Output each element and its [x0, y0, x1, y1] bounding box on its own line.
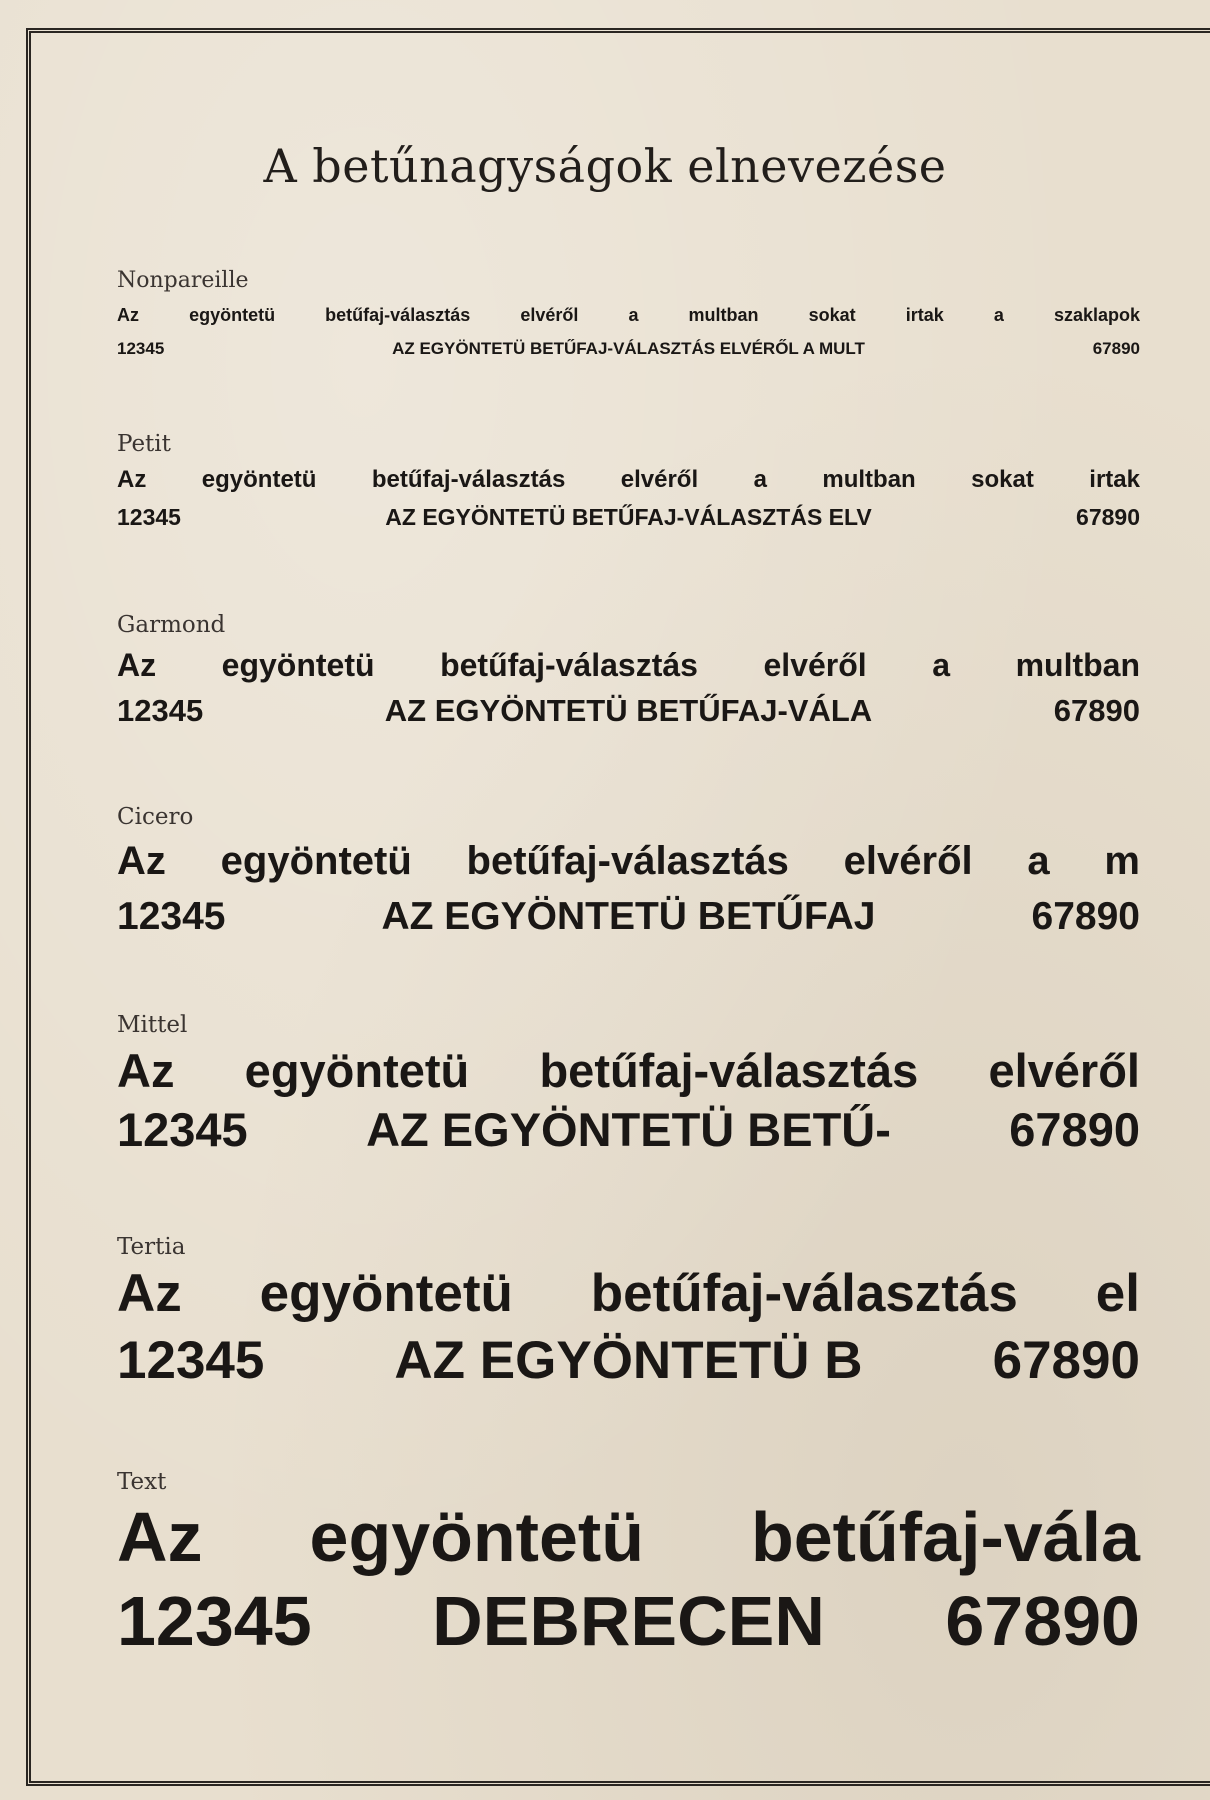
caps-sample: AZ EGYÖNTETÜ BETŰ-	[366, 1103, 891, 1156]
caps-sample: AZ EGYÖNTETÜ BETŰFAJ-VÁLA	[384, 693, 873, 728]
caps-line	[117, 340, 1140, 357]
numbers-right: 67890	[1076, 504, 1140, 530]
numbers-left: 12345	[117, 1331, 265, 1390]
size-label: Nonpareille	[117, 268, 249, 293]
caps-line	[117, 1103, 1140, 1156]
size-section-mittel	[117, 1012, 1140, 1156]
size-label: Garmond	[117, 612, 226, 638]
sample-line: Az egyöntetü betűfaj-választás elvéről a multban	[117, 647, 1140, 683]
caps-line	[117, 506, 1140, 529]
numbers-left: 12345	[117, 339, 165, 358]
size-section-petit	[117, 433, 1140, 529]
numbers-left: 12345	[117, 1582, 312, 1660]
caps-line	[117, 897, 1140, 936]
caps-line	[117, 1331, 1140, 1390]
sample-line: Az egyöntetü betűfaj-választás elvéről a m	[117, 839, 1140, 883]
size-section-cicero	[117, 806, 1140, 936]
sample-line: Az egyöntetü betűfaj-választás elvéről a multban sokat irtak	[117, 466, 1140, 493]
size-label: Tertia	[117, 1234, 186, 1260]
size-label: Cicero	[117, 804, 194, 830]
page-title: A betűnagyságok elnevezése	[263, 139, 947, 193]
size-section-tertia	[117, 1234, 1140, 1390]
size-section-text	[117, 1469, 1140, 1660]
sample-line: Az egyöntetü betűfaj-választás elvéről	[117, 1044, 1140, 1097]
numbers-left: 12345	[117, 895, 226, 938]
size-label: Text	[117, 1469, 167, 1495]
numbers-right: 67890	[1031, 895, 1140, 938]
numbers-right: 67890	[945, 1582, 1140, 1660]
caps-sample: AZ EGYÖNTETÜ BETŰFAJ-VÁLASZTÁS ELV	[385, 504, 872, 530]
caps-sample: AZ EGYÖNTETÜ BETŰFAJ	[381, 895, 876, 938]
caps-sample: DEBRECEN	[432, 1582, 825, 1660]
size-label: Petit	[117, 431, 171, 457]
size-section-garmond	[117, 614, 1140, 726]
caps-line	[117, 695, 1140, 726]
numbers-right: 67890	[1092, 339, 1140, 358]
numbers-right: 67890	[1009, 1103, 1140, 1156]
size-label: Mittel	[117, 1012, 188, 1038]
sample-line: Az egyöntetü betűfaj-vála	[117, 1498, 1140, 1576]
size-section-nonpareille	[117, 270, 1140, 357]
numbers-left: 12345	[117, 504, 181, 530]
caps-line	[117, 1582, 1140, 1660]
numbers-left: 12345	[117, 1103, 248, 1156]
numbers-left: 12345	[117, 693, 204, 728]
caps-sample: AZ EGYÖNTETÜ B	[394, 1331, 863, 1390]
caps-sample: AZ EGYÖNTETÜ BETŰFAJ-VÁLASZTÁS ELVÉRŐL A MULT	[392, 339, 865, 358]
numbers-right: 67890	[1053, 693, 1140, 728]
numbers-right: 67890	[992, 1331, 1140, 1390]
sample-line: Az egyöntetü betűfaj-választás el	[117, 1264, 1140, 1323]
sample-line: Az egyöntetü betűfaj-választás elvéről a multban sokat irtak a szaklapok	[117, 305, 1140, 325]
